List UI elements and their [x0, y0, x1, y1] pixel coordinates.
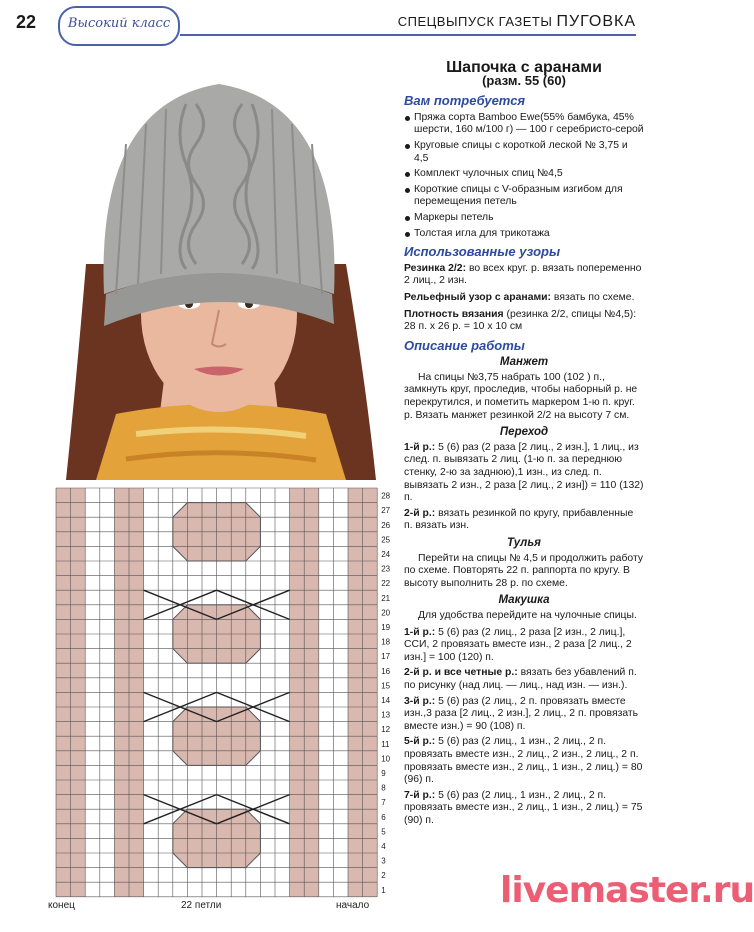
row-label: 7-й р.: — [404, 789, 436, 801]
description-heading: Описание работы — [404, 337, 525, 353]
row-number: 19 — [381, 623, 391, 632]
chart-label-end: конец — [48, 900, 75, 911]
row-text: 5 (6) раз (2 раза [2 лиц., 2 изн.], 1 лиц., из след. п. вывязать 2 лиц. (1-ю п. за переднюю стенку, 2-ю за заднюю),1 изн., из след. п. вывязать 2 изн., 2 раза [2 лиц., 2 изн]) = 110 (132) п. — [404, 441, 644, 504]
materials-item: Комплект чулочных спиц №4,5 — [404, 168, 644, 181]
top-title: Макушка — [498, 594, 550, 607]
row-number: 28 — [381, 491, 391, 501]
hat-photo-illustration — [46, 64, 392, 480]
row-number: 14 — [381, 696, 391, 705]
cuff-title: Манжет — [499, 356, 549, 369]
row-number: 12 — [381, 725, 391, 735]
section-logo-text: Высокий класс — [67, 16, 171, 31]
scarf — [96, 404, 346, 480]
section-logo — [58, 6, 180, 46]
row-number: 22 — [381, 579, 391, 589]
materials-item: Круговые спицы с короткой леской № 3,75 и 4,5 — [404, 140, 644, 165]
row-number: 5 — [381, 827, 386, 837]
row-number: 27 — [381, 506, 391, 516]
row-number: 24 — [381, 550, 391, 559]
instructions-column — [404, 58, 644, 830]
row-number: 7 — [381, 798, 386, 808]
gauge-label: Плотность вязания — [404, 308, 504, 320]
header-divider — [180, 34, 636, 36]
cuff-text: На спицы №3,75 набрать 100 (102 ) п., замкнуть круг, проследив, чтобы наборный р. не перекрутился, и пометить маркером 1-ю п. круг. р. Вязать манжет резинкой 2/2 на высоту 7 см. — [404, 371, 638, 421]
materials-item: Короткие спицы с V-образным изгибом для перемещения петель — [404, 184, 644, 209]
row-text: вязать резинкой по кругу, прибавленные п. вязать изн. — [404, 507, 634, 532]
article-title: Шапочка с аранами — [446, 59, 602, 76]
row-number: 23 — [381, 564, 391, 574]
top-row — [404, 696, 644, 734]
row-number: 25 — [381, 535, 391, 545]
top-row — [404, 790, 644, 828]
cable-pattern-text: вязать по схеме. — [551, 291, 635, 303]
materials-heading: Вам потребуется — [404, 93, 526, 109]
row-label: 1-й р.: — [404, 626, 436, 638]
row-text: 5 (6) раз (2 лиц., 2 раза [2 изн., 2 лиц.], ССИ, 2 провязать вместе изн., 2 раза [2 лиц., 2 изн.] = 100 (120) п. — [404, 626, 632, 663]
row-number: 20 — [381, 608, 391, 618]
materials-item: Маркеры петель — [404, 212, 644, 225]
gauge — [404, 309, 644, 334]
knitting-chart — [44, 484, 394, 914]
row-label: 3-й р.: — [404, 695, 436, 707]
gauge-text: (резинка 2/2, спицы №4,5): 28 п. х 26 р. = 10 х 10 см — [404, 308, 637, 333]
article-subtitle: (разм. 55 (60) — [482, 72, 566, 88]
row-text: 5 (6) раз (2 лиц., 2 п. провязать вместе изн.,3 раза [2 лиц., 2 изн.], 2 лиц., 2 п. провязать вместе изн.) = 90 (108) п. — [404, 695, 639, 732]
row-number: 18 — [381, 637, 391, 647]
row-number: 6 — [381, 812, 386, 822]
row-number: 2 — [381, 871, 386, 881]
transition-title: Переход — [499, 426, 549, 439]
rib-pattern — [404, 263, 644, 288]
row-number: 13 — [381, 710, 391, 720]
transition-row-2 — [404, 508, 644, 533]
row-number: 21 — [381, 593, 391, 603]
crown-title: Тулья — [507, 537, 541, 549]
hat-photo — [46, 64, 392, 480]
crown-text: Перейти на спицы № 4,5 и продолжить работу по схеме. Повторять 22 п. раппорта по кругу. В высоту выполнить 28 р. по схеме. — [404, 552, 644, 589]
top-intro: Для удобства перейдите на чулочные спицы. — [418, 609, 637, 621]
rib-pattern-text: во всех круг. р. вязать попеременно 2 лиц., 2 изн. — [404, 262, 642, 287]
cable-pattern-label: Рельефный узор с аранами: — [404, 291, 552, 303]
row-number: 10 — [381, 754, 391, 764]
row-number: 15 — [381, 681, 391, 691]
row-number: 4 — [381, 842, 386, 851]
top-row — [404, 736, 644, 786]
cable-pattern — [404, 292, 644, 305]
materials-item: Пряжа сорта Bamboo Ewe(55% бамбука, 45% шерсти, 160 м/100 г) — 100 г серебристо-серой — [404, 112, 644, 137]
publication-name: СПЕЦВЫПУСК ГАЗЕТЫ — [397, 14, 553, 29]
chart-label-start: начало — [336, 900, 370, 911]
row-number: 16 — [381, 666, 391, 676]
transition-row-1 — [404, 442, 644, 505]
row-text: 5 (6) раз (2 лиц., 1 изн., 2 лиц., 2 п. провязать вместе изн., 2 лиц., 2 изн., 2 лиц., 2 п. провязать вместе изн., 2 лиц., 1 изн., 2 лиц.) = 80 (96) п. — [404, 736, 643, 786]
row-number: 11 — [381, 739, 390, 749]
page-number: 22 — [16, 12, 37, 32]
row-number: 8 — [381, 783, 386, 793]
patterns-heading: Использованные узоры — [404, 244, 561, 260]
top-row — [404, 627, 644, 665]
row-number: 17 — [381, 652, 391, 662]
top-row — [404, 667, 644, 692]
row-number: 9 — [381, 769, 386, 778]
row-label: 2-й р. и все четные р.: — [404, 667, 518, 679]
watermark: livemaster.ru — [500, 870, 754, 911]
row-number: 26 — [381, 520, 391, 530]
row-label: 5-й р.: — [404, 736, 436, 748]
publication-brand: ПУГОВКА — [556, 13, 636, 30]
row-number: 1 — [381, 885, 386, 895]
publication-title — [398, 13, 636, 31]
rib-pattern-label: Резинка 2/2: — [404, 262, 467, 274]
row-number: 3 — [381, 856, 386, 866]
row-text: вязать без убавлений п. по рисунку (над лиц. — лиц., над изн. — изн.). — [404, 667, 637, 691]
row-text: 5 (6) раз (2 лиц., 1 изн., 2 лиц., 2 п. провязать вместе изн., 2 лиц., 1 изн., 2 лиц.) = 75 (90) п. — [404, 789, 643, 826]
chart-label-stitches: 22 петли — [181, 900, 222, 911]
knitting-chart-grid — [44, 484, 394, 914]
materials-item: Толстая игла для трикотажа — [404, 228, 644, 241]
row-label: 1-й р.: — [404, 441, 436, 453]
page-header — [0, 0, 660, 50]
row-label: 2-й р.: — [404, 507, 436, 519]
